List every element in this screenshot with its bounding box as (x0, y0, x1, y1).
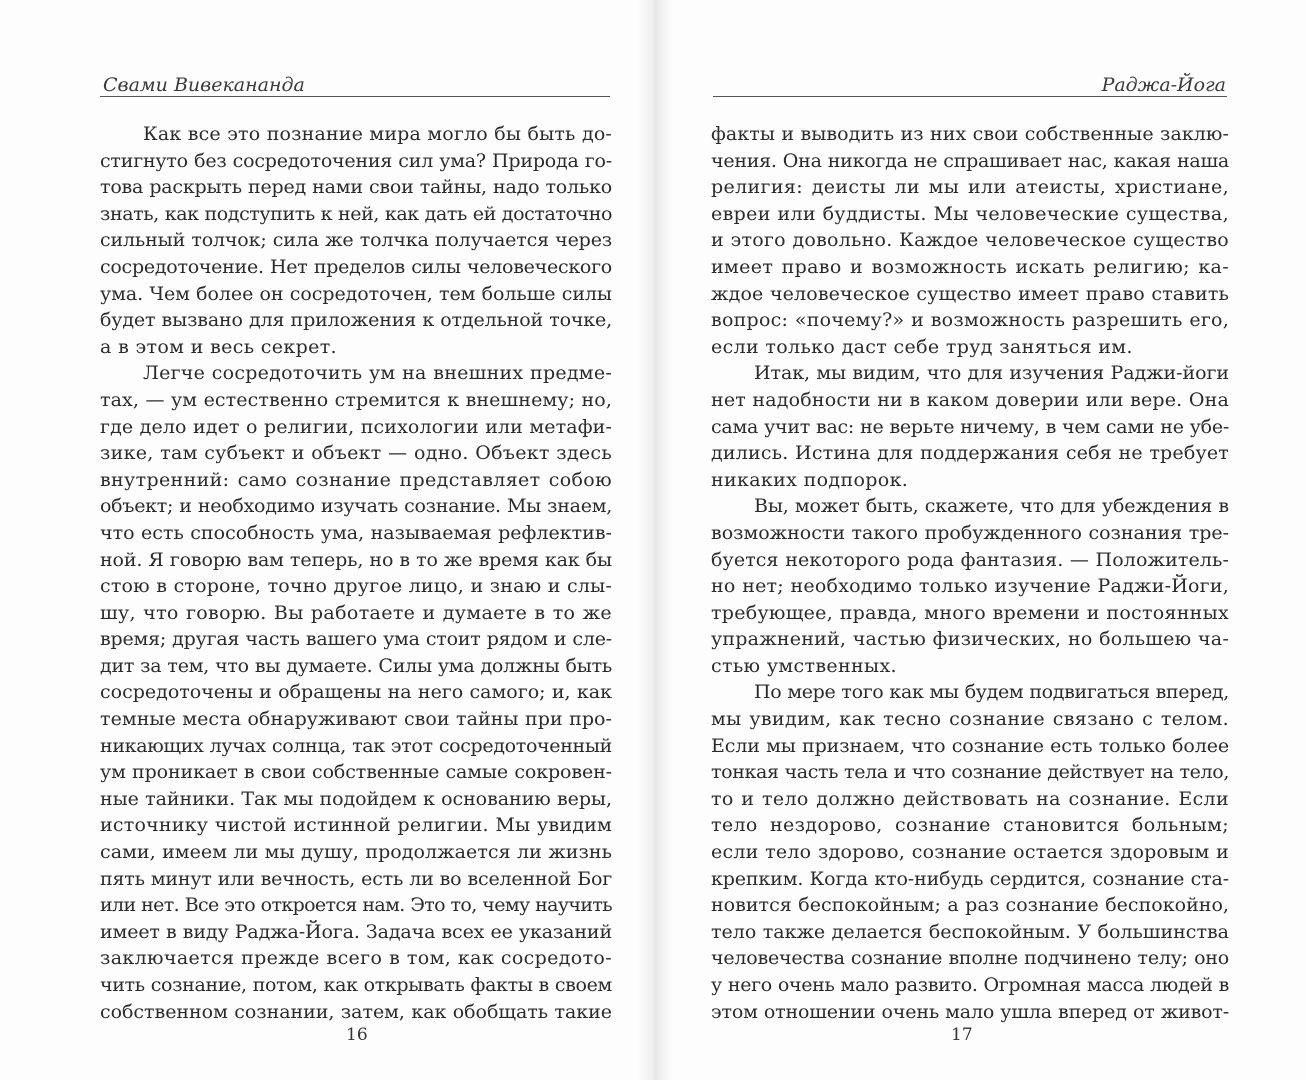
text-line: крепким. Когда кто-нибудь сердится, сознание ста- (711, 867, 1229, 890)
text-line: имеет в виду Раджа-Йога. Задача всех ее указаний (100, 920, 612, 943)
text-line: объект; и необходимо изучать сознание. Мы знаем, (100, 495, 612, 518)
text-line: стою в стороне, точно другое лицо, и знаю и слы- (100, 575, 612, 598)
text-line: тонкая часть тела и что сознание действует на тело, (711, 761, 1229, 784)
page-number: 17 (951, 1025, 973, 1045)
text-line: дились. Истина для поддержания себя не требует (711, 442, 1229, 465)
text-line: тах, — ум естественно стремится к внешнему; но, (100, 388, 612, 411)
text-line: чить сознание, потом, как открывать факты в своем (100, 974, 612, 996)
text-line: сама учит вас: не верьте ничему, в чем сами не убе- (711, 415, 1229, 438)
body-text (100, 121, 612, 1025)
text-line: нет надобности ни в каком доверии или вере. Она (711, 388, 1229, 411)
text-line: темные места обнаруживают свои тайны при про- (100, 708, 612, 731)
text-line: время; другая часть вашего ума стоит рядом и сле- (100, 628, 612, 651)
text-line: сосредоточение. Нет пределов силы человеческого (100, 255, 612, 278)
text-line: чения. Она никогда не спрашивает нас, какая наша (711, 149, 1229, 172)
text-line: ум проникает в свои собственные самые сокровен- (100, 761, 612, 784)
text-line: сами, имеем ли мы душу, продолжается ли жизнь (100, 841, 612, 864)
text-line: источнику чистой истинной религии. Мы увидим (100, 814, 612, 837)
text-line: никающих лучах солнца, так этот сосредоточенный (100, 734, 612, 757)
body-text (711, 121, 1229, 1025)
text-line: вопрос: «почему?» и возможность разрешить его, (711, 309, 1229, 332)
text-line: ные тайники. Так мы подойдем к основанию веры, (100, 787, 612, 810)
text-line: требующее, правда, много времени и постоянных (711, 601, 1229, 624)
text-line: шу, что говорю. Вы работаете и думаете в то же (100, 601, 612, 624)
text-line: что есть способность ума, называемая рефлектив- (100, 521, 612, 544)
text-line: будет вызвано для приложения к отдельной точке, (100, 309, 612, 332)
text-line: знать, как подступить к ней, как дать ей достаточно (100, 202, 612, 225)
running-header-title: Раджа-Йога (1101, 74, 1226, 96)
text-line: заключается прежде всего в том, как сосредото- (100, 947, 612, 970)
text-line: мы увидим, как тесно сознание связано с телом. (711, 708, 1229, 731)
text-line: новится беспокойным; а раз сознание беспокойно, (711, 894, 1229, 917)
text-line: това раскрыть перед нами свои тайны, надо только (100, 176, 612, 199)
text-line: буется некоторого рода фантазия. — Положитель- (711, 548, 1229, 571)
text-line: Легче сосредоточить ум на внешних предме- (143, 362, 612, 385)
right-page (653, 0, 1306, 1080)
text-line: то и тело должно действовать на сознание. Если (711, 787, 1229, 810)
text-line: сильный толчок; сила же толчка получается через (100, 229, 612, 252)
text-line: ной. Я говорю вам теперь, но в то же время как бы (100, 548, 612, 571)
text-line: упражнений, частью физических, но большею ча- (711, 628, 1229, 651)
text-line: Итак, мы видим, что для изучения Раджи-йоги (754, 362, 1229, 385)
text-line: человечества сознание вполне подчинено телу; оно (711, 947, 1229, 970)
text-line: сосредоточены и обращены на него самого; и, как (100, 681, 612, 704)
text-line: внутренний: само сознание представляет собою (100, 468, 612, 491)
text-line: у него очень мало развито. Огромная масса людей в (711, 974, 1229, 996)
text-line: Вы, может быть, скажете, что для убеждения в (754, 495, 1229, 518)
text-line: но нет; необходимо только изучение Раджи-Йоги, (711, 575, 1229, 598)
text-line: а в этом и весь секрет. (100, 335, 337, 358)
text-line: стью умственных. (711, 654, 897, 677)
text-line: евреи или буддисты. Мы человеческие существа, (711, 202, 1229, 225)
text-line: и этого довольно. Каждое человеческое существо (711, 229, 1229, 252)
text-line: дит за тем, что вы думаете. Силы ума должны быть (100, 654, 612, 677)
text-line: собственном сознании, затем, как обобщать такие (100, 1000, 612, 1023)
text-line: стигнуто без сосредоточения сил ума? Природа го- (100, 149, 612, 172)
text-line: По мере того как мы будем подвигаться вперед, (754, 681, 1229, 704)
text-line: имеет право и возможность искать религию; ка- (711, 255, 1229, 278)
text-line: пять минут или вечность, есть ли во вселенной Бог (100, 867, 612, 890)
text-line: религия: деисты ли мы или атеисты, христиане, (711, 176, 1229, 199)
text-line: если только даст себе труд заняться им. (711, 335, 1133, 358)
text-line: или нет. Все это откроется нам. Это то, чему научить (100, 894, 612, 917)
text-line: если тело здорово, сознание остается здоровым и (711, 841, 1229, 864)
text-line: тело также делается беспокойным. У большинства (711, 920, 1229, 943)
page-number: 16 (346, 1025, 368, 1045)
text-line: возможности такого пробужденного сознания тре- (711, 521, 1229, 544)
text-line: никаких подпорок. (711, 468, 909, 491)
text-line: где дело идет о религии, психологии или метафи- (100, 415, 612, 438)
header-rule (100, 96, 610, 97)
text-line: ждое человеческое существо имеет право ставить (711, 282, 1229, 305)
text-line: ума. Чем более он сосредоточен, тем больше силы (100, 282, 612, 305)
running-header-author: Свами Вивекананда (103, 74, 305, 96)
text-line: Если мы признаем, что сознание есть только более (711, 734, 1229, 757)
text-line: тело нездорово, сознание становится больным; (711, 814, 1229, 837)
text-line: зике, там субъект и объект — одно. Объект здесь (100, 442, 612, 465)
text-line: факты и выводить из них свои собственные заклю- (711, 123, 1229, 145)
text-line: Как все это познание мира могло бы быть до- (143, 123, 612, 145)
header-rule (713, 96, 1227, 97)
text-line: этом отношении очень мало ушла вперед от живот- (711, 1000, 1229, 1023)
